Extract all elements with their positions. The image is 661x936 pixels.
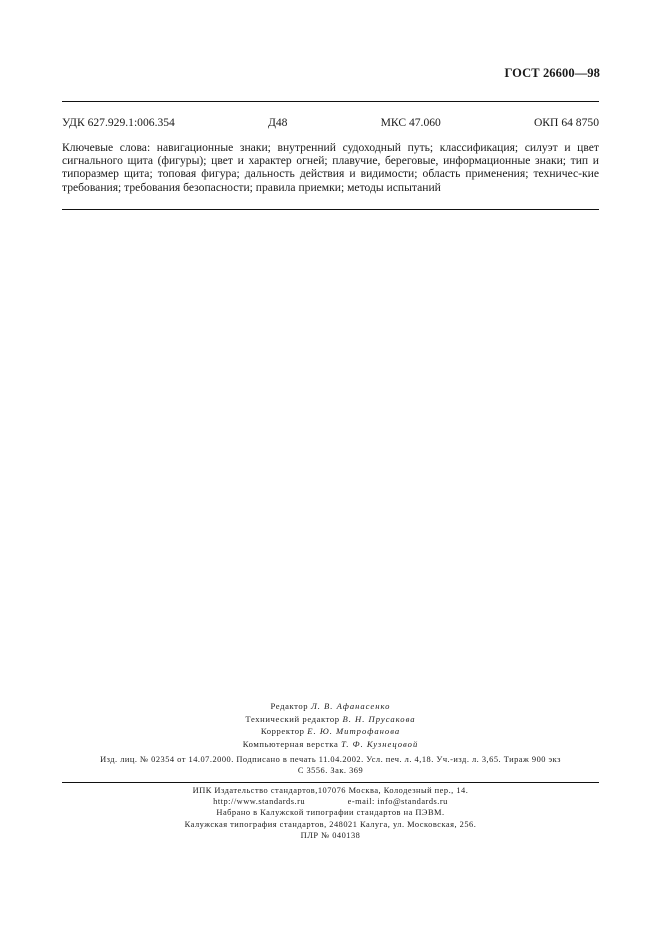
credit-name: В. Н. Прусакова [342, 713, 416, 724]
credit-name: Е. Ю. Митрофанова [307, 726, 401, 737]
publisher-address: ИПК Издательство стандартов,107076 Москва, Колодезный пер., 14. [192, 786, 469, 795]
publisher-website: http://www.standards.ru [213, 797, 306, 807]
credit-layout [0, 738, 661, 751]
printer-address: Калужская типография стандартов, 248021 Калуга, ул. Московская, 256. [184, 819, 477, 829]
imprint-line-2: С 3556. Зак. 369 [297, 765, 364, 775]
top-divider [62, 101, 599, 102]
publisher-email: e-mail: info@standards.ru [347, 797, 448, 807]
credit-role: Технический редактор [245, 713, 340, 724]
standard-code: ГОСТ 26600—98 [504, 66, 600, 80]
plr-number: ПЛР № 040138 [300, 830, 361, 840]
imprint-block [62, 755, 599, 777]
imprint-line-1: Изд. лиц. № 02354 от 14.07.2000. Подписано в печать 11.04.2002. Усл. печ. л. 4,18. Уч.-изд. л. 3,65. Тираж 900 экз [100, 755, 561, 764]
udc-code: УДК 627.929.1:006.354 [62, 116, 175, 129]
publisher-block [0, 785, 661, 841]
credit-role: Редактор [270, 701, 309, 711]
credits-block [0, 700, 661, 750]
keywords-divider [62, 209, 599, 210]
mks-code: МКС 47.060 [380, 116, 441, 129]
credit-name: Т. Ф. Кузнецовой [341, 738, 419, 749]
credit-role: Корректор [260, 726, 305, 737]
credit-proofreader [0, 725, 661, 738]
publisher-contacts [0, 796, 661, 807]
imprint-divider [62, 782, 599, 783]
credit-name: Л. В. Афанасенко [310, 701, 391, 711]
credit-editor [0, 700, 661, 713]
group-code: Д48 [267, 116, 288, 129]
okp-code: ОКП 64 8750 [533, 116, 599, 129]
typeset-note: Набрано в Калужской типографии стандартов на ПЭВМ. [216, 808, 445, 818]
keywords-paragraph: Ключевые слова: навигационные знаки; внутренний судоходный путь; классификация; силуэт и цвет сигнального щита (фигуры); цвет и характер огней; плавучие, береговые, информационные знаки; тип и типоразмер щита; топовая фигура; дальность действия и видимости; область применения; техничес-кие требования; требования безопасности; правила приемки; методы испытаний [62, 141, 599, 194]
credit-technical-editor [0, 713, 661, 726]
classification-row [62, 116, 599, 129]
credit-role: Компьютерная верстка [242, 738, 339, 749]
